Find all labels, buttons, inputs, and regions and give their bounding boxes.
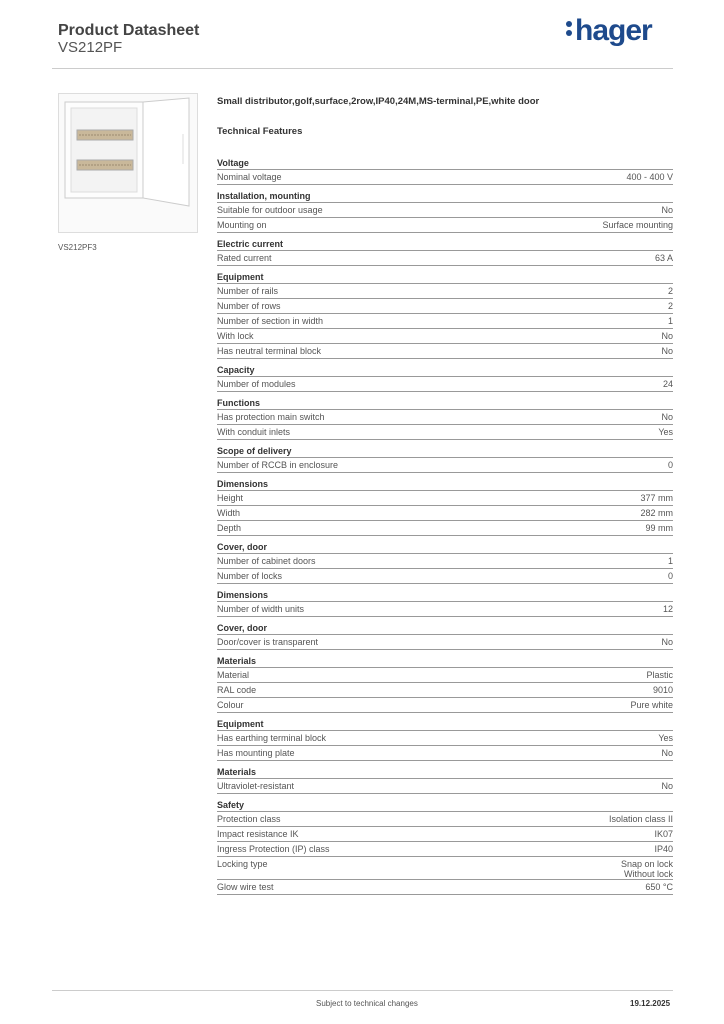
- spec-value: [621, 859, 673, 879]
- spec-section: [217, 623, 673, 650]
- spec-value-line: 282 mm: [640, 508, 673, 518]
- product-image: [58, 93, 198, 233]
- spec-label: Rated current: [217, 253, 272, 263]
- spec-value: [654, 842, 673, 856]
- spec-row: [217, 635, 673, 650]
- section-title: Equipment: [217, 272, 673, 284]
- section-title: Scope of delivery: [217, 446, 673, 458]
- spec-row: [217, 602, 673, 617]
- spec-value: [645, 521, 673, 535]
- spec-label: Impact resistance IK: [217, 829, 299, 839]
- spec-value-line: Snap on lock: [620, 859, 673, 869]
- spec-value-line: Surface mounting: [602, 220, 673, 230]
- spec-value: [654, 827, 673, 841]
- spec-value-line: No: [661, 748, 673, 758]
- spec-row: [217, 683, 673, 698]
- spec-value: [630, 698, 673, 712]
- spec-row: [217, 458, 673, 473]
- spec-label: Width: [217, 508, 241, 518]
- spec-row: [217, 779, 673, 794]
- spec-content: [217, 96, 673, 901]
- spec-value: [646, 668, 673, 682]
- spec-label: Locking type: [217, 859, 268, 869]
- page-title: Product Datasheet: [58, 22, 200, 39]
- spec-section: [217, 272, 673, 359]
- spec-value: [609, 812, 673, 826]
- footer-divider: [52, 990, 673, 991]
- spec-value: [661, 329, 673, 343]
- spec-section: [217, 239, 673, 266]
- spec-value-line: 2: [667, 286, 673, 296]
- spec-label: Nominal voltage: [217, 172, 282, 182]
- spec-label: Material: [217, 670, 250, 680]
- product-description: Small distributor,golf,surface,2row,IP40,24M,MS-terminal,PE,white door: [217, 96, 540, 107]
- spec-label: Ingress Protection (IP) class: [217, 844, 330, 854]
- section-title: Functions: [217, 398, 673, 410]
- spec-label: RAL code: [217, 685, 257, 695]
- spec-label: Depth: [217, 523, 242, 533]
- spec-value-line: 24: [662, 379, 673, 389]
- spec-value: [668, 569, 673, 583]
- spec-value: [668, 554, 673, 568]
- spec-label: Protection class: [217, 814, 281, 824]
- spec-label: Number of rows: [217, 301, 281, 311]
- spec-row: [217, 203, 673, 218]
- spec-row: [217, 329, 673, 344]
- spec-value-line: Yes: [658, 733, 673, 743]
- spec-value-line: 400 - 400 V: [626, 172, 673, 182]
- spec-value-line: No: [661, 346, 673, 356]
- spec-row: [217, 170, 673, 185]
- spec-value-line: 12: [662, 604, 673, 614]
- spec-sections: [217, 158, 673, 895]
- spec-row: [217, 491, 673, 506]
- spec-value: [640, 491, 673, 505]
- spec-row: [217, 569, 673, 584]
- technical-features-heading: Technical Features: [217, 126, 303, 137]
- spec-value: [661, 635, 673, 649]
- spec-section: [217, 719, 673, 761]
- spec-label: Number of section in width: [217, 316, 324, 326]
- spec-label: Has protection main switch: [217, 412, 325, 422]
- spec-label: Number of locks: [217, 571, 283, 581]
- spec-value: [658, 731, 673, 745]
- footer-note: Subject to technical changes: [316, 999, 418, 1008]
- spec-label: Colour: [217, 700, 244, 710]
- spec-row: [217, 554, 673, 569]
- header-divider: [52, 68, 673, 69]
- logo-dots-icon: [566, 18, 574, 39]
- spec-value-line: No: [661, 331, 673, 341]
- spec-value: [661, 344, 673, 358]
- spec-value-line: IP40: [654, 844, 673, 854]
- spec-section: [217, 800, 673, 895]
- spec-label: Door/cover is transparent: [217, 637, 319, 647]
- spec-value-line: 0: [667, 571, 673, 581]
- spec-row: [217, 344, 673, 359]
- spec-value-line: 650 °C: [645, 882, 673, 892]
- spec-value-line: 1: [667, 316, 673, 326]
- spec-value: [661, 779, 673, 793]
- section-title: Capacity: [217, 365, 673, 377]
- spec-value-line: 1: [667, 556, 673, 566]
- spec-value: [663, 377, 673, 391]
- section-title: Materials: [217, 656, 673, 668]
- spec-row: [217, 314, 673, 329]
- spec-section: [217, 590, 673, 617]
- spec-row: [217, 521, 673, 536]
- section-title: Installation, mounting: [217, 191, 673, 203]
- spec-label: Ultraviolet-resistant: [217, 781, 295, 791]
- spec-row: [217, 746, 673, 761]
- spec-value-line: 9010: [652, 685, 673, 695]
- spec-row: [217, 842, 673, 857]
- spec-value: [658, 425, 673, 439]
- spec-value: [661, 746, 673, 760]
- spec-label: Number of rails: [217, 286, 279, 296]
- spec-label: Mounting on: [217, 220, 267, 230]
- spec-row: [217, 299, 673, 314]
- product-code: VS212PF: [58, 39, 123, 56]
- spec-value-line: 2: [667, 301, 673, 311]
- spec-section: [217, 365, 673, 392]
- spec-row: [217, 425, 673, 440]
- spec-label: Has mounting plate: [217, 748, 295, 758]
- spec-row: [217, 857, 673, 880]
- spec-section: [217, 479, 673, 536]
- spec-label: Has earthing terminal block: [217, 733, 327, 743]
- spec-label: With conduit inlets: [217, 427, 291, 437]
- section-title: Electric current: [217, 239, 673, 251]
- spec-value-line: No: [661, 637, 673, 647]
- section-title: Equipment: [217, 719, 673, 731]
- spec-section: [217, 398, 673, 440]
- spec-value: [640, 506, 673, 520]
- section-title: Cover, door: [217, 542, 673, 554]
- spec-label: Number of RCCB in enclosure: [217, 460, 339, 470]
- spec-section: [217, 767, 673, 794]
- spec-value: [661, 203, 673, 217]
- spec-label: Height: [217, 493, 244, 503]
- spec-value-line: 63 A: [654, 253, 673, 263]
- spec-value-line: Plastic: [646, 670, 673, 680]
- distribution-board-icon: [59, 94, 199, 234]
- spec-value: [661, 410, 673, 424]
- spec-row: [217, 506, 673, 521]
- spec-section: [217, 191, 673, 233]
- section-title: Safety: [217, 800, 673, 812]
- spec-value: [645, 880, 673, 894]
- spec-value: [668, 314, 673, 328]
- spec-row: [217, 218, 673, 233]
- footer-date: 19.12.2025: [630, 999, 671, 1008]
- spec-value-line: 377 mm: [640, 493, 673, 503]
- spec-value: [663, 602, 673, 616]
- spec-section: [217, 656, 673, 713]
- section-title: Voltage: [217, 158, 673, 170]
- spec-value-line: IK07: [654, 829, 673, 839]
- spec-label: Number of cabinet doors: [217, 556, 316, 566]
- spec-label: Glow wire test: [217, 882, 274, 892]
- section-title: Materials: [217, 767, 673, 779]
- section-title: Dimensions: [217, 590, 673, 602]
- spec-row: [217, 668, 673, 683]
- spec-row: [217, 827, 673, 842]
- spec-section: [217, 158, 673, 185]
- spec-row: [217, 880, 673, 895]
- brand-logo: hager: [566, 14, 652, 48]
- spec-label: With lock: [217, 331, 254, 341]
- spec-value: [668, 284, 673, 298]
- spec-label: Number of width units: [217, 604, 305, 614]
- spec-row: [217, 377, 673, 392]
- spec-section: [217, 446, 673, 473]
- spec-value-line: Pure white: [630, 700, 673, 710]
- spec-value: [653, 683, 673, 697]
- spec-section: [217, 542, 673, 584]
- section-title: Cover, door: [217, 623, 673, 635]
- spec-value-line: No: [661, 412, 673, 422]
- spec-row: [217, 812, 673, 827]
- spec-row: [217, 410, 673, 425]
- spec-row: [217, 251, 673, 266]
- spec-row: [217, 698, 673, 713]
- spec-value: [626, 170, 673, 184]
- spec-label: Suitable for outdoor usage: [217, 205, 323, 215]
- spec-value-line: Isolation class II: [608, 814, 673, 824]
- spec-value: [668, 458, 673, 472]
- spec-value: [668, 299, 673, 313]
- spec-label: Number of modules: [217, 379, 296, 389]
- spec-value-line: Yes: [658, 427, 673, 437]
- image-caption: VS212PF3: [58, 243, 97, 252]
- spec-row: [217, 284, 673, 299]
- spec-value-line: No: [661, 781, 673, 791]
- spec-value-line: No: [661, 205, 673, 215]
- spec-value: [602, 218, 673, 232]
- section-title: Dimensions: [217, 479, 673, 491]
- spec-value-line: Without lock: [623, 869, 673, 879]
- spec-value-line: 99 mm: [645, 523, 673, 533]
- spec-label: Has neutral terminal block: [217, 346, 322, 356]
- spec-value-line: 0: [667, 460, 673, 470]
- spec-value: [655, 251, 673, 265]
- spec-row: [217, 731, 673, 746]
